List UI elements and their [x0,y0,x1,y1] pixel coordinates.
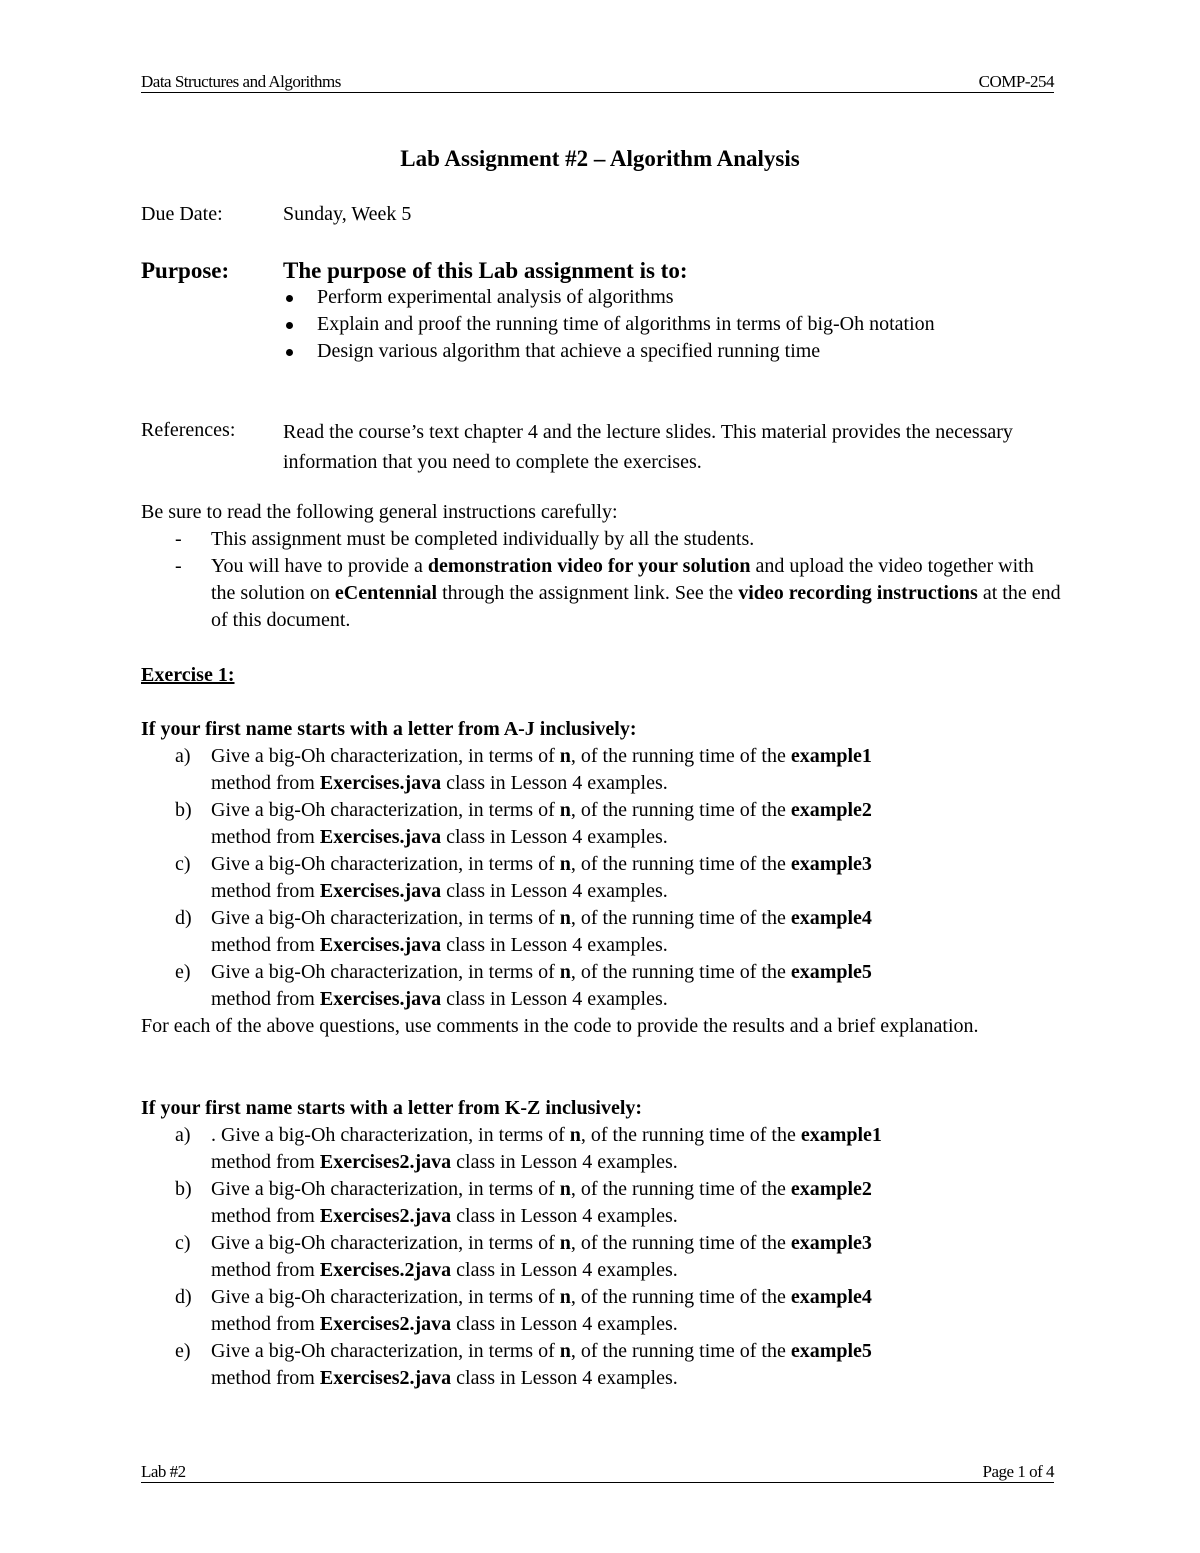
general-instructions [141,499,1061,634]
item-text: method from [211,772,320,794]
document-title: Lab Assignment #2 – Algorithm Analysis [400,146,800,171]
item-text: , of the running time of the [570,1286,791,1308]
item-file-name: Exercises2.java [319,1367,452,1389]
item-variable: n [559,1178,571,1200]
item-text: , of the running time of the [570,853,791,875]
item-method-name: example3 [790,1232,872,1254]
item-marker: e) [175,961,191,983]
item-text: , of the running time of the [570,799,791,821]
item-text: class in Lesson 4 examples. [451,1259,678,1281]
purpose-item-text: Design various algorithm that achieve a specified running time [317,340,821,362]
group-b-list [141,1122,1061,1392]
instructions-text: through the assignment link. See the [437,582,739,604]
exercise-item [141,1284,1061,1338]
item-marker: a) [175,745,191,767]
references-text: Read the course’s text chapter 4 and the lecture slides. This material provides the necessary information that you need to complete the exercises. [283,421,1013,473]
exercise-item [141,743,1061,797]
instructions-bold: video recording instructions [738,582,978,604]
references-label: References: [141,419,236,441]
header-course-name: Data Structures and Algorithms [141,72,341,91]
item-file-name: Exercises.java [319,934,442,956]
header-course-code: COMP-254 [978,72,1054,91]
bullet-icon [286,295,293,302]
item-marker: b) [175,1178,192,1200]
item-text: class in Lesson 4 examples. [441,988,668,1010]
item-variable: n [559,853,571,875]
instructions-text: and upload the video together with the solution on [211,555,1034,604]
exercise-group-a [141,716,1061,1040]
item-text: class in Lesson 4 examples. [451,1151,678,1173]
item-file-name: Exercises.java [319,880,442,902]
item-text: Give a big-Oh characterization, in terms of [211,745,560,767]
item-variable: n [559,799,571,821]
exercise-item [141,1176,1061,1230]
exercise-item [141,1230,1061,1284]
purpose-item [283,311,1063,338]
item-text: method from [211,988,320,1010]
item-text: , of the running time of the [570,1340,791,1362]
footer-lab-number: Lab #2 [141,1462,186,1481]
item-variable: n [559,745,571,767]
item-file-name: Exercises2.java [319,1151,452,1173]
item-marker: a) [175,1124,191,1146]
group-a-list [141,743,1061,1013]
page-footer [141,1462,1054,1483]
item-variable: n [559,1340,571,1362]
item-method-name: example3 [790,853,872,875]
exercise-item [141,905,1061,959]
exercise-item [141,851,1061,905]
group-b-heading: If your first name starts with a letter from K-Z inclusively: [141,1097,643,1119]
group-a-heading: If your first name starts with a letter from A-J inclusively: [141,718,637,740]
item-variable: n [559,1232,571,1254]
instructions-item [141,526,1061,553]
item-file-name: Exercises2.java [319,1313,452,1335]
item-text: , of the running time of the [570,961,791,983]
purpose-label: Purpose: [141,258,230,283]
item-text: Give a big-Oh characterization, in terms of [211,1178,560,1200]
purpose-list [283,284,1063,365]
item-text: Give a big-Oh characterization, in terms of [211,799,560,821]
purpose-item-text: Explain and proof the running time of algorithms in terms of big-Oh notation [317,313,935,335]
due-date-label: Due Date: [141,203,223,225]
item-marker: e) [175,1340,191,1362]
footer-page-number: Page 1 of 4 [982,1462,1054,1481]
item-marker: c) [175,1232,191,1254]
purpose-heading: The purpose of this Lab assignment is to: [283,258,688,283]
bullet-icon [286,349,293,356]
item-text: , of the running time of the [570,745,791,767]
item-method-name: example2 [790,1178,872,1200]
instructions-bold: demonstration video for your solution [427,555,751,577]
exercise-item [141,797,1061,851]
group-a-note: For each of the above questions, use comments in the code to provide the results and a brief explanation. [141,1015,979,1037]
item-variable: n [559,1286,571,1308]
item-marker: b) [175,799,192,821]
item-text: method from [211,934,320,956]
item-text: , of the running time of the [570,907,791,929]
exercise-heading: Exercise 1: [141,664,235,686]
item-text: method from [211,826,320,848]
item-text: class in Lesson 4 examples. [441,826,668,848]
bullet-icon [286,322,293,329]
item-file-name: Exercises.java [319,988,442,1010]
due-date-value: Sunday, Week 5 [283,203,412,225]
item-text: method from [211,1151,320,1173]
item-method-name: example2 [790,799,872,821]
exercise-item [141,1122,1061,1176]
instructions-text: at the end of this document. [211,582,1061,631]
dash-marker: - [175,555,182,577]
item-method-name: example4 [790,1286,872,1308]
item-text: Give a big-Oh characterization, in terms of [211,1286,560,1308]
item-text: method from [211,1313,320,1335]
instructions-intro: Be sure to read the following general instructions carefully: [141,501,618,523]
instructions-item [141,553,1061,634]
item-text: , of the running time of the [570,1178,791,1200]
item-text: . Give a big-Oh characterization, in terms of [211,1124,570,1146]
item-text: method from [211,1259,320,1281]
item-text: class in Lesson 4 examples. [441,772,668,794]
item-method-name: example5 [790,1340,872,1362]
item-file-name: Exercises2.java [319,1205,452,1227]
item-text: class in Lesson 4 examples. [451,1367,678,1389]
item-marker: d) [175,1286,192,1308]
item-variable: n [569,1124,581,1146]
item-text: method from [211,880,320,902]
instructions-bold: eCentennial [334,582,438,604]
item-text: , of the running time of the [580,1124,801,1146]
item-file-name: Exercises.java [319,772,442,794]
exercise-item [141,1338,1061,1392]
purpose-content [283,257,1063,365]
purpose-item [283,284,1063,311]
item-text: class in Lesson 4 examples. [441,934,668,956]
item-marker: c) [175,853,191,875]
dash-marker: - [175,528,182,550]
purpose-item-text: Perform experimental analysis of algorithms [317,286,674,308]
item-text: Give a big-Oh characterization, in terms of [211,907,560,929]
item-text: method from [211,1367,320,1389]
item-method-name: example1 [790,745,872,767]
item-method-name: example1 [800,1124,882,1146]
item-variable: n [559,907,571,929]
exercise-group-b [141,1095,1061,1392]
item-marker: d) [175,907,192,929]
exercise-item [141,959,1061,1013]
item-text: , of the running time of the [570,1232,791,1254]
item-method-name: example4 [790,907,872,929]
item-method-name: example5 [790,961,872,983]
item-text: class in Lesson 4 examples. [441,880,668,902]
item-variable: n [559,961,571,983]
page-header [141,72,1054,93]
item-file-name: Exercises.2java [319,1259,452,1281]
item-text: Give a big-Oh characterization, in terms of [211,1340,560,1362]
item-text: method from [211,1205,320,1227]
item-text: Give a big-Oh characterization, in terms of [211,1232,560,1254]
item-text: Give a big-Oh characterization, in terms of [211,853,560,875]
item-file-name: Exercises.java [319,826,442,848]
instructions-text: You will have to provide a [211,555,428,577]
item-text: class in Lesson 4 examples. [451,1205,678,1227]
item-text: Give a big-Oh characterization, in terms of [211,961,560,983]
instructions-item-text: This assignment must be completed individually by all the students. [211,528,755,550]
purpose-item [283,338,1063,365]
instructions-list [141,526,1061,634]
exercise-1-heading-row [141,662,1061,689]
item-text: class in Lesson 4 examples. [451,1313,678,1335]
